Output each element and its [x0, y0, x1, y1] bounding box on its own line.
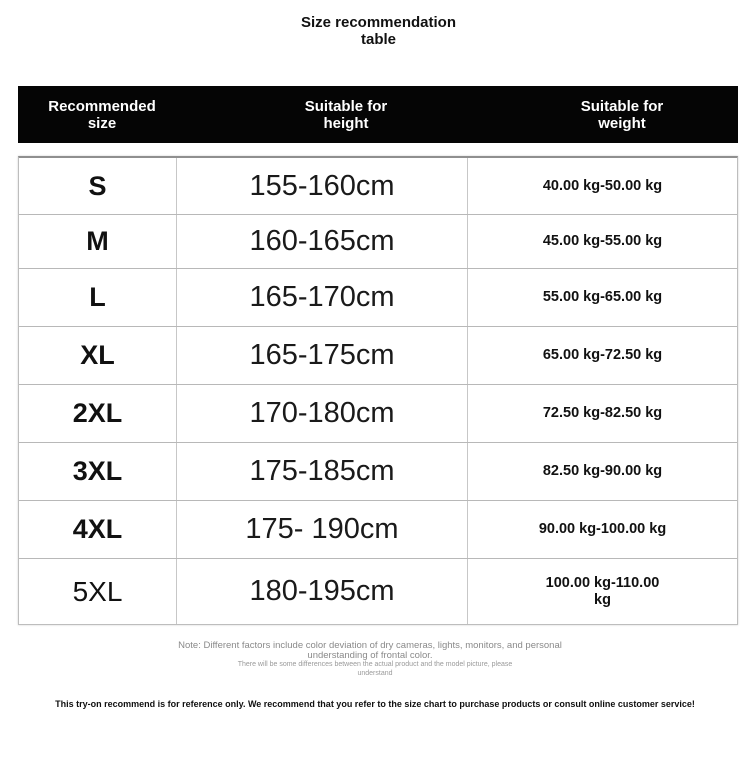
size-cell: 2XL [19, 385, 177, 442]
size-cell: 3XL [19, 443, 177, 500]
header-size [18, 86, 186, 143]
table-row [19, 327, 737, 385]
table-row [19, 443, 737, 501]
weight-cell [468, 501, 737, 558]
header-height-line-1: Suitable for [304, 97, 388, 115]
weight-cell [468, 215, 737, 268]
height-cell: 180-195cm [177, 559, 468, 624]
height-cell: 175-185cm [177, 443, 468, 500]
title-line-1: Size recommendation [300, 14, 457, 31]
size-cell: L [19, 269, 177, 326]
height-cell: 155-160cm [177, 158, 468, 214]
header-weight-line-2: weight [598, 114, 646, 132]
table-row [19, 559, 737, 624]
header-height-line-2: height [323, 114, 369, 132]
height-cell: 175- 190cm [177, 501, 468, 558]
size-cell: M [19, 215, 177, 268]
table-row [19, 215, 737, 269]
size-cell: 5XL [19, 559, 177, 624]
height-cell: 165-170cm [177, 269, 468, 326]
footer-disclaimer: This try-on recommend is for reference only. We recommend that you refer to the size chart to purchase products or consult online customer service! [55, 699, 695, 709]
weight-text: 82.50 kg-90.00 kg [542, 463, 663, 479]
title-line-2: table [360, 31, 396, 48]
size-table [18, 156, 738, 625]
table-row [19, 269, 737, 327]
size-cell: 4XL [19, 501, 177, 558]
weight-text: 55.00 kg-65.00 kg [542, 289, 663, 305]
weight-cell [468, 158, 737, 214]
header-size-line-1: Recommended [48, 97, 156, 115]
weight-text: 100.00 kg-110.00 kg [545, 574, 660, 608]
note-text: Note: Different factors include color deviation of dry cameras, lights, monitors, and personal understanding of frontal color. [178, 640, 562, 661]
weight-cell [468, 559, 737, 624]
page-title [0, 14, 750, 48]
size-cell: S [19, 158, 177, 214]
header-weight [506, 86, 738, 143]
weight-text: 72.50 kg-82.50 kg [542, 405, 663, 421]
weight-text: 90.00 kg-100.00 kg [538, 521, 667, 537]
weight-cell [468, 269, 737, 326]
weight-text: 65.00 kg-72.50 kg [542, 347, 663, 363]
table-row [19, 158, 737, 215]
size-cell: XL [19, 327, 177, 384]
weight-cell [468, 385, 737, 442]
weight-cell [468, 443, 737, 500]
height-cell: 170-180cm [177, 385, 468, 442]
table-row [19, 501, 737, 559]
height-cell: 160-165cm [177, 215, 468, 268]
weight-cell [468, 327, 737, 384]
height-cell: 165-175cm [177, 327, 468, 384]
table-row [19, 385, 737, 443]
weight-text: 40.00 kg-50.00 kg [542, 177, 663, 194]
weight-text: 45.00 kg-55.00 kg [542, 233, 663, 249]
table-header [18, 86, 738, 143]
header-height [186, 86, 506, 143]
header-weight-line-1: Suitable for [580, 97, 664, 115]
note-text-secondary: There will be some differences between the actual product and the model picture, please understand [237, 661, 513, 677]
header-size-line-2: size [87, 114, 117, 132]
